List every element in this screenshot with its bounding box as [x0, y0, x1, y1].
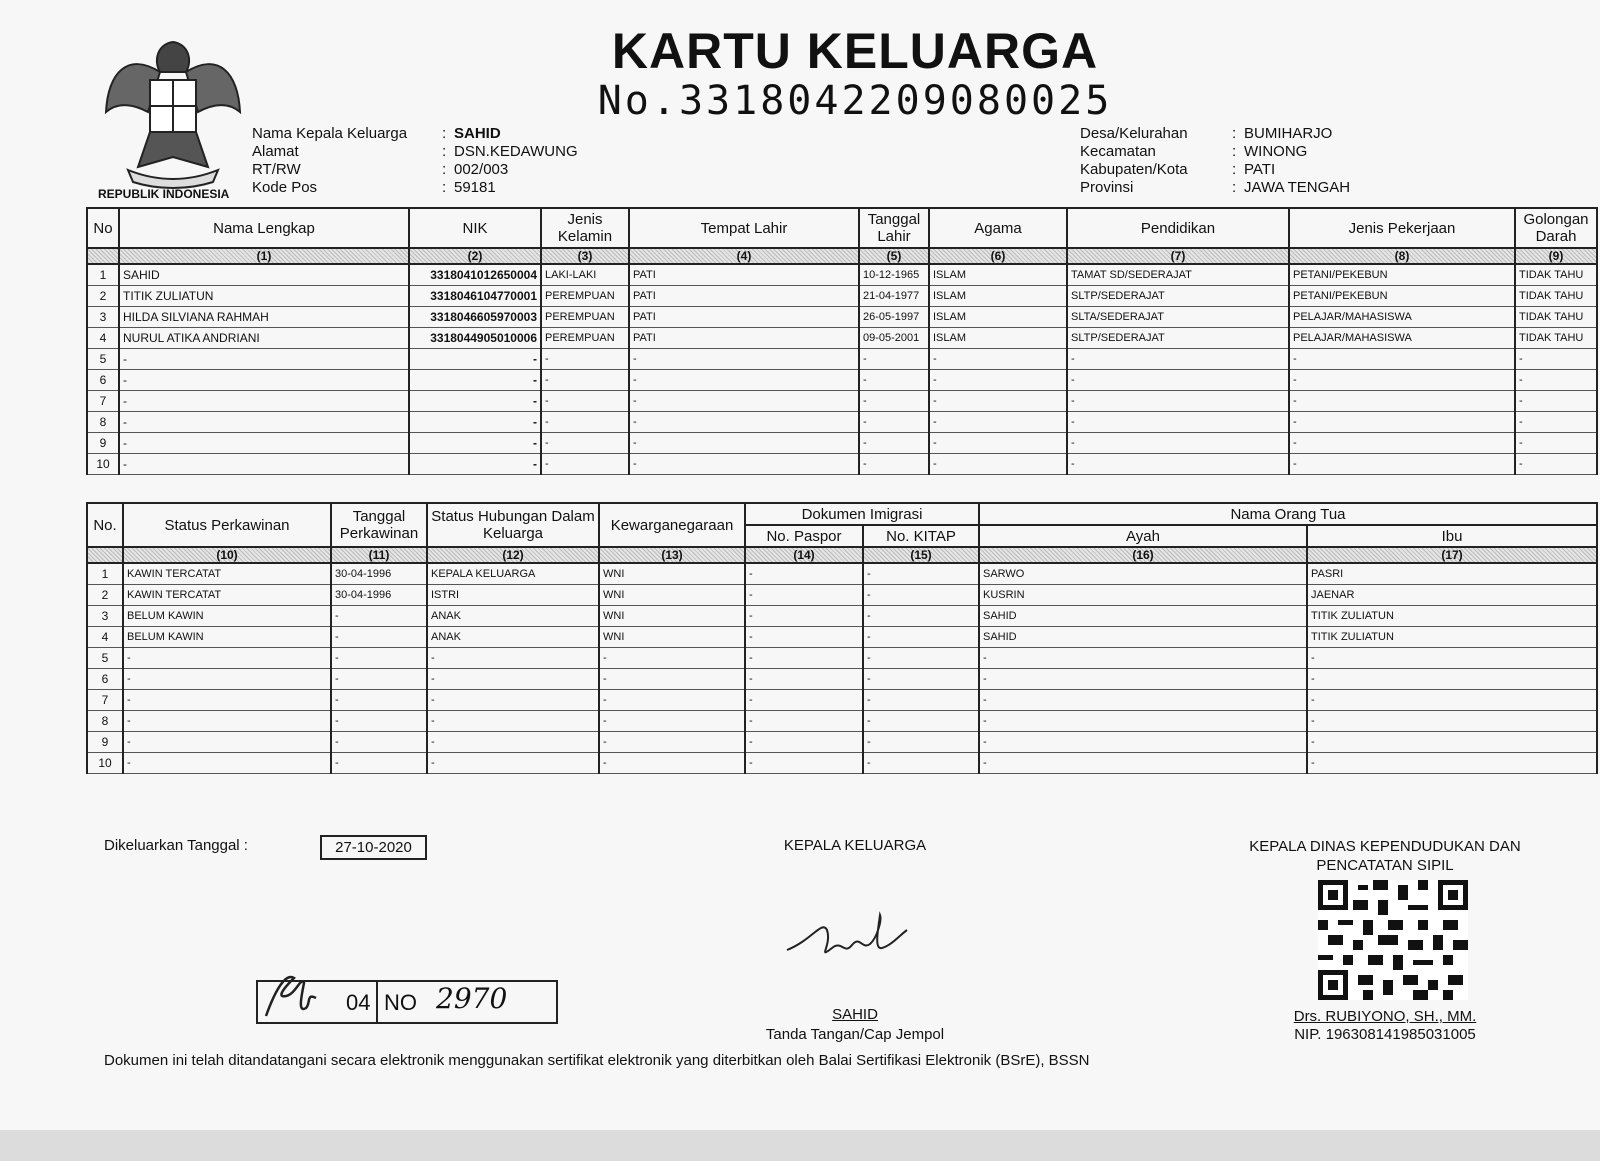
table-cell: PETANI/PEKEBUN [1289, 286, 1515, 307]
emblem-label: REPUBLIK INDONESIA [98, 187, 230, 201]
table-cell: - [1067, 370, 1289, 391]
col-header: Tanggal Perkawinan [331, 503, 427, 547]
table-cell: 5 [87, 648, 123, 669]
issued-date: 27-10-2020 [320, 835, 427, 860]
table-cell: 4 [87, 627, 123, 648]
table-row [87, 286, 1597, 307]
table-cell: - [863, 606, 979, 627]
table-cell: - [541, 454, 629, 475]
table-row [87, 264, 1597, 286]
table-cell: - [331, 711, 427, 732]
table-row [87, 433, 1597, 454]
table-cell: 8 [87, 711, 123, 732]
table-cell: - [541, 349, 629, 370]
table-cell: 1 [87, 264, 119, 286]
table-cell: PATI [629, 307, 859, 328]
table-cell: - [979, 648, 1307, 669]
table-row [87, 669, 1597, 690]
table-cell: HILDA SILVIANA RAHMAH [119, 307, 409, 328]
table-row [87, 349, 1597, 370]
table-cell: - [1067, 349, 1289, 370]
table-cell: - [427, 690, 599, 711]
issued-label: Dikeluarkan Tanggal : [104, 837, 248, 854]
official-title: KEPALA DINAS KEPENDUDUKAN DAN PENCATATAN SIPIL [1249, 838, 1521, 874]
table-cell: - [629, 349, 859, 370]
table-cell: - [331, 753, 427, 774]
table-cell: PATI [629, 328, 859, 349]
head-signature-caption: Tanda Tangan/Cap Jempol [765, 1026, 945, 1043]
col-header: Tempat Lahir [629, 208, 859, 248]
table-cell: - [599, 690, 745, 711]
table-cell: 8 [87, 412, 119, 433]
info-value: DSN.KEDAWUNG [454, 143, 578, 160]
table-cell: 6 [87, 370, 119, 391]
table-cell: - [745, 606, 863, 627]
table-cell: - [123, 753, 331, 774]
col-header: Jenis Pekerjaan [1289, 208, 1515, 248]
table-cell: - [409, 370, 541, 391]
table-row [87, 627, 1597, 648]
table-cell: - [541, 433, 629, 454]
table-cell: 7 [87, 690, 123, 711]
table-row [87, 732, 1597, 753]
table-row [87, 391, 1597, 412]
table-cell: - [929, 454, 1067, 475]
table-cell: 6 [87, 669, 123, 690]
official-name: Drs. RUBIYONO, SH., MM. [1293, 1008, 1477, 1025]
table-cell: - [629, 433, 859, 454]
table-cell: SARWO [979, 563, 1307, 585]
table-cell: - [863, 563, 979, 585]
family-info-right: Desa/Kelurahan : BUMIHARJO Kecamatan : WINONG Kabupaten/Kota : PATI Provinsi : JAWA TENGAH [1080, 125, 1351, 196]
index-cell: (3) [541, 248, 629, 264]
table-cell: - [859, 349, 929, 370]
electronic-signature-disclaimer: Dokumen ini telah ditandatangani secara elektronik menggunakan sertifikat elektronik yang diterbitkan oleh Balai Sertifikasi Elektronik (BSrE), BSSN [104, 1052, 1090, 1069]
index-cell: (7) [1067, 248, 1289, 264]
info-label: Alamat [252, 143, 299, 160]
table-cell: ISTRI [427, 585, 599, 606]
index-cell: (5) [859, 248, 929, 264]
table-cell: - [745, 585, 863, 606]
col-header: Status Perkawinan [123, 503, 331, 547]
table-cell: - [863, 648, 979, 669]
table-cell: ISLAM [929, 264, 1067, 286]
table-cell: - [859, 454, 929, 475]
stamp-day: 04 [346, 990, 371, 1015]
table-cell: ANAK [427, 606, 599, 627]
head-signature-icon [782, 900, 912, 970]
table-cell: - [1067, 454, 1289, 475]
index-cell: (16) [979, 547, 1307, 563]
table-cell: - [119, 433, 409, 454]
table-cell: - [929, 412, 1067, 433]
head-of-family-name: SAHID [832, 1006, 878, 1023]
table-cell: - [979, 732, 1307, 753]
table-cell: 21-04-1977 [859, 286, 929, 307]
col-header: NIK [409, 208, 541, 248]
index-cell: (17) [1307, 547, 1597, 563]
table-cell: KEPALA KELUARGA [427, 563, 599, 585]
table-cell: 7 [87, 391, 119, 412]
info-label: Kode Pos [252, 179, 318, 196]
table-cell: - [599, 732, 745, 753]
col-header: No. [87, 503, 123, 547]
qr-code-icon [1318, 880, 1468, 1000]
table-cell: - [863, 711, 979, 732]
table-cell: - [859, 391, 929, 412]
info-value: SAHID [454, 125, 501, 142]
family-info-left: Nama Kepala Keluarga : SAHID Alamat : DSN.KEDAWUNG RT/RW : 002/003 Kode Pos : 59181 [252, 125, 578, 196]
table-cell: - [1307, 648, 1597, 669]
table-cell: 30-04-1996 [331, 585, 427, 606]
table-cell: - [119, 370, 409, 391]
table-cell: - [1289, 391, 1515, 412]
document-title: KARTU KELUARGA [611, 23, 1099, 79]
table-cell: - [863, 690, 979, 711]
table-cell: - [123, 732, 331, 753]
table-cell: SLTP/SEDERAJAT [1067, 328, 1289, 349]
table-cell: - [119, 391, 409, 412]
table-cell: JAENAR [1307, 585, 1597, 606]
table-cell: NURUL ATIKA ANDRIANI [119, 328, 409, 349]
family-members-table [86, 207, 1598, 475]
index-cell: (12) [427, 547, 599, 563]
info-label: Kabupaten/Kota [1080, 161, 1188, 178]
table-cell: - [979, 690, 1307, 711]
table-cell: PEREMPUAN [541, 328, 629, 349]
table-row [87, 328, 1597, 349]
table-cell: KAWIN TERCATAT [123, 563, 331, 585]
table-cell: - [331, 732, 427, 753]
table-cell: - [331, 648, 427, 669]
table-cell: TIDAK TAHU [1515, 264, 1597, 286]
table-cell: SLTA/SEDERAJAT [1067, 307, 1289, 328]
table-cell: - [119, 454, 409, 475]
table-cell: - [863, 669, 979, 690]
table-cell: - [1307, 669, 1597, 690]
info-label: Provinsi [1080, 179, 1134, 196]
table-cell: - [745, 669, 863, 690]
table-cell: 3 [87, 606, 123, 627]
table-cell: - [427, 732, 599, 753]
table-cell: - [409, 412, 541, 433]
info-value: BUMIHARJO [1244, 125, 1333, 142]
table-cell: - [331, 627, 427, 648]
table-cell: 3318046605970003 [409, 307, 541, 328]
table-cell: - [1307, 732, 1597, 753]
index-cell: (4) [629, 248, 859, 264]
stamp-no-label: NO [384, 990, 417, 1015]
index-cell: (6) [929, 248, 1067, 264]
table-cell: - [123, 669, 331, 690]
info-label: Nama Kepala Keluarga [252, 125, 408, 142]
table-cell: - [1289, 433, 1515, 454]
table-cell: 10-12-1965 [859, 264, 929, 286]
table-cell: PATI [629, 286, 859, 307]
table-cell: - [863, 732, 979, 753]
table-row [87, 370, 1597, 391]
table-cell: - [745, 690, 863, 711]
info-value: 002/003 [454, 161, 509, 178]
table-cell: SAHID [119, 264, 409, 286]
table-cell: 4 [87, 328, 119, 349]
index-cell: (14) [745, 547, 863, 563]
table-cell: ISLAM [929, 307, 1067, 328]
table-cell: - [409, 391, 541, 412]
index-cell [87, 547, 123, 563]
table-cell: - [427, 711, 599, 732]
table-cell: 9 [87, 732, 123, 753]
table-cell: - [409, 454, 541, 475]
table-row [87, 412, 1597, 433]
stamp-signature-icon [256, 968, 336, 1024]
index-cell: (13) [599, 547, 745, 563]
table-cell: LAKI-LAKI [541, 264, 629, 286]
table-row [87, 753, 1597, 774]
table-cell: PELAJAR/MAHASISWA [1289, 307, 1515, 328]
table-cell: 10 [87, 454, 119, 475]
col-header: No. KITAP [863, 525, 979, 547]
col-header: Golongan Darah [1515, 208, 1597, 248]
info-label: RT/RW [252, 161, 301, 178]
table-cell: 3318041012650004 [409, 264, 541, 286]
table-cell: - [331, 690, 427, 711]
index-cell: (11) [331, 547, 427, 563]
table-cell: - [119, 349, 409, 370]
table-cell: - [1515, 370, 1597, 391]
table-cell: 1 [87, 563, 123, 585]
table-cell: - [1289, 454, 1515, 475]
col-header: Dokumen Imigrasi [745, 503, 979, 525]
info-value: 59181 [454, 179, 496, 196]
index-cell: (9) [1515, 248, 1597, 264]
index-cell: (10) [123, 547, 331, 563]
table-cell: - [745, 732, 863, 753]
table-cell: - [745, 627, 863, 648]
table-cell: 2 [87, 585, 123, 606]
table-cell: ISLAM [929, 286, 1067, 307]
table-cell: - [1067, 433, 1289, 454]
table-cell: SAHID [979, 606, 1307, 627]
info-label: Desa/Kelurahan [1080, 125, 1188, 142]
index-cell: (15) [863, 547, 979, 563]
index-cell: (8) [1289, 248, 1515, 264]
table-cell: - [1307, 690, 1597, 711]
col-header: Status Hubungan Dalam Keluarga [427, 503, 599, 547]
table-cell: - [409, 349, 541, 370]
registration-stamp [256, 968, 556, 1024]
col-header: Ibu [1307, 525, 1597, 547]
stamp-number: 2970 [436, 982, 508, 1015]
table-cell: - [745, 711, 863, 732]
table-cell: 9 [87, 433, 119, 454]
col-header: Tanggal Lahir [859, 208, 929, 248]
table-cell: - [541, 370, 629, 391]
table-cell: TITIK ZULIATUN [119, 286, 409, 307]
info-label: Kecamatan [1080, 143, 1156, 160]
table-cell: - [1289, 349, 1515, 370]
table-cell: TIDAK TAHU [1515, 307, 1597, 328]
table-cell: TITIK ZULIATUN [1307, 627, 1597, 648]
col-header: Kewarganegaraan [599, 503, 745, 547]
table-cell: - [541, 412, 629, 433]
col-header: Ayah [979, 525, 1307, 547]
table-cell: - [427, 753, 599, 774]
table-row [87, 307, 1597, 328]
table-cell: - [1289, 412, 1515, 433]
table-cell: - [119, 412, 409, 433]
table-cell: - [427, 648, 599, 669]
table-cell: WNI [599, 606, 745, 627]
table-cell: - [745, 563, 863, 585]
table-cell: 3318046104770001 [409, 286, 541, 307]
col-header: Agama [929, 208, 1067, 248]
table-cell: ISLAM [929, 328, 1067, 349]
table-cell: - [979, 669, 1307, 690]
table-cell: - [1515, 433, 1597, 454]
table-row [87, 690, 1597, 711]
col-header: No [87, 208, 119, 248]
table-cell: - [123, 690, 331, 711]
table-cell: - [629, 454, 859, 475]
table-cell: - [331, 606, 427, 627]
table-cell: 30-04-1996 [331, 563, 427, 585]
table-cell: - [1307, 711, 1597, 732]
table-cell: - [1515, 349, 1597, 370]
table-cell: - [859, 433, 929, 454]
table-cell: - [863, 753, 979, 774]
head-of-family-title: KEPALA KELUARGA [783, 837, 927, 854]
info-value: WINONG [1244, 143, 1308, 160]
table-cell: - [863, 585, 979, 606]
table-cell: - [599, 669, 745, 690]
table-cell: - [331, 669, 427, 690]
table-cell: - [929, 370, 1067, 391]
table-cell: 26-05-1997 [859, 307, 929, 328]
col-header: Jenis Kelamin [541, 208, 629, 248]
col-header: Pendidikan [1067, 208, 1289, 248]
table-cell: - [599, 711, 745, 732]
table-cell: - [929, 349, 1067, 370]
table-cell: TITIK ZULIATUN [1307, 606, 1597, 627]
table-cell: - [599, 753, 745, 774]
table-row [87, 606, 1597, 627]
table-cell: - [859, 370, 929, 391]
table-row [87, 648, 1597, 669]
official-nip: NIP. 196308141985031005 [1294, 1026, 1476, 1043]
table-cell: ANAK [427, 627, 599, 648]
table-cell: - [599, 648, 745, 669]
table-row [87, 585, 1597, 606]
table-cell: - [929, 433, 1067, 454]
col-header: Nama Lengkap [119, 208, 409, 248]
table-row [87, 711, 1597, 732]
table-cell: - [1307, 753, 1597, 774]
table-cell: 09-05-2001 [859, 328, 929, 349]
table-cell: - [929, 391, 1067, 412]
info-value: PATI [1244, 161, 1276, 178]
table-cell: 3 [87, 307, 119, 328]
index-cell: (1) [119, 248, 409, 264]
table-cell: - [541, 391, 629, 412]
col-header: No. Paspor [745, 525, 863, 547]
table-cell: - [123, 711, 331, 732]
table-cell: TIDAK TAHU [1515, 328, 1597, 349]
table-cell: - [629, 370, 859, 391]
table-cell: - [859, 412, 929, 433]
table-row [87, 454, 1597, 475]
document-number: No.3318042209080025 [597, 78, 1113, 124]
table-cell: - [745, 648, 863, 669]
table-cell: KUSRIN [979, 585, 1307, 606]
table-cell: - [629, 391, 859, 412]
info-value: JAWA TENGAH [1244, 179, 1351, 196]
table-cell: BELUM KAWIN [123, 627, 331, 648]
table-cell: PATI [629, 264, 859, 286]
table-cell: PELAJAR/MAHASISWA [1289, 328, 1515, 349]
index-cell: (2) [409, 248, 541, 264]
table-cell: - [1515, 412, 1597, 433]
table-cell: - [979, 753, 1307, 774]
table-cell: BELUM KAWIN [123, 606, 331, 627]
table-cell: - [409, 433, 541, 454]
table-cell: PETANI/PEKEBUN [1289, 264, 1515, 286]
table-cell: SLTP/SEDERAJAT [1067, 286, 1289, 307]
table-cell: - [1067, 391, 1289, 412]
table-cell: PEREMPUAN [541, 307, 629, 328]
table-cell: - [123, 648, 331, 669]
table-cell: - [745, 753, 863, 774]
table-cell: - [427, 669, 599, 690]
table-cell: PASRI [1307, 563, 1597, 585]
table-cell: - [1067, 412, 1289, 433]
index-cell [87, 248, 119, 264]
page-edge [0, 1130, 1600, 1161]
table-cell: WNI [599, 627, 745, 648]
table-cell: KAWIN TERCATAT [123, 585, 331, 606]
col-header: Nama Orang Tua [979, 503, 1597, 525]
table-cell: 2 [87, 286, 119, 307]
table-cell: SAHID [979, 627, 1307, 648]
table-cell: - [863, 627, 979, 648]
family-status-table [86, 502, 1598, 774]
table-cell: - [979, 711, 1307, 732]
table-cell: WNI [599, 563, 745, 585]
table-cell: TAMAT SD/SEDERAJAT [1067, 264, 1289, 286]
table-cell: - [1515, 454, 1597, 475]
table-cell: 5 [87, 349, 119, 370]
table-cell: - [629, 412, 859, 433]
table-row [87, 563, 1597, 585]
table-cell: WNI [599, 585, 745, 606]
table-cell: 3318044905010006 [409, 328, 541, 349]
table-cell: - [1289, 370, 1515, 391]
table-cell: PEREMPUAN [541, 286, 629, 307]
table-cell: TIDAK TAHU [1515, 286, 1597, 307]
table-cell: - [1515, 391, 1597, 412]
table-cell: 10 [87, 753, 123, 774]
